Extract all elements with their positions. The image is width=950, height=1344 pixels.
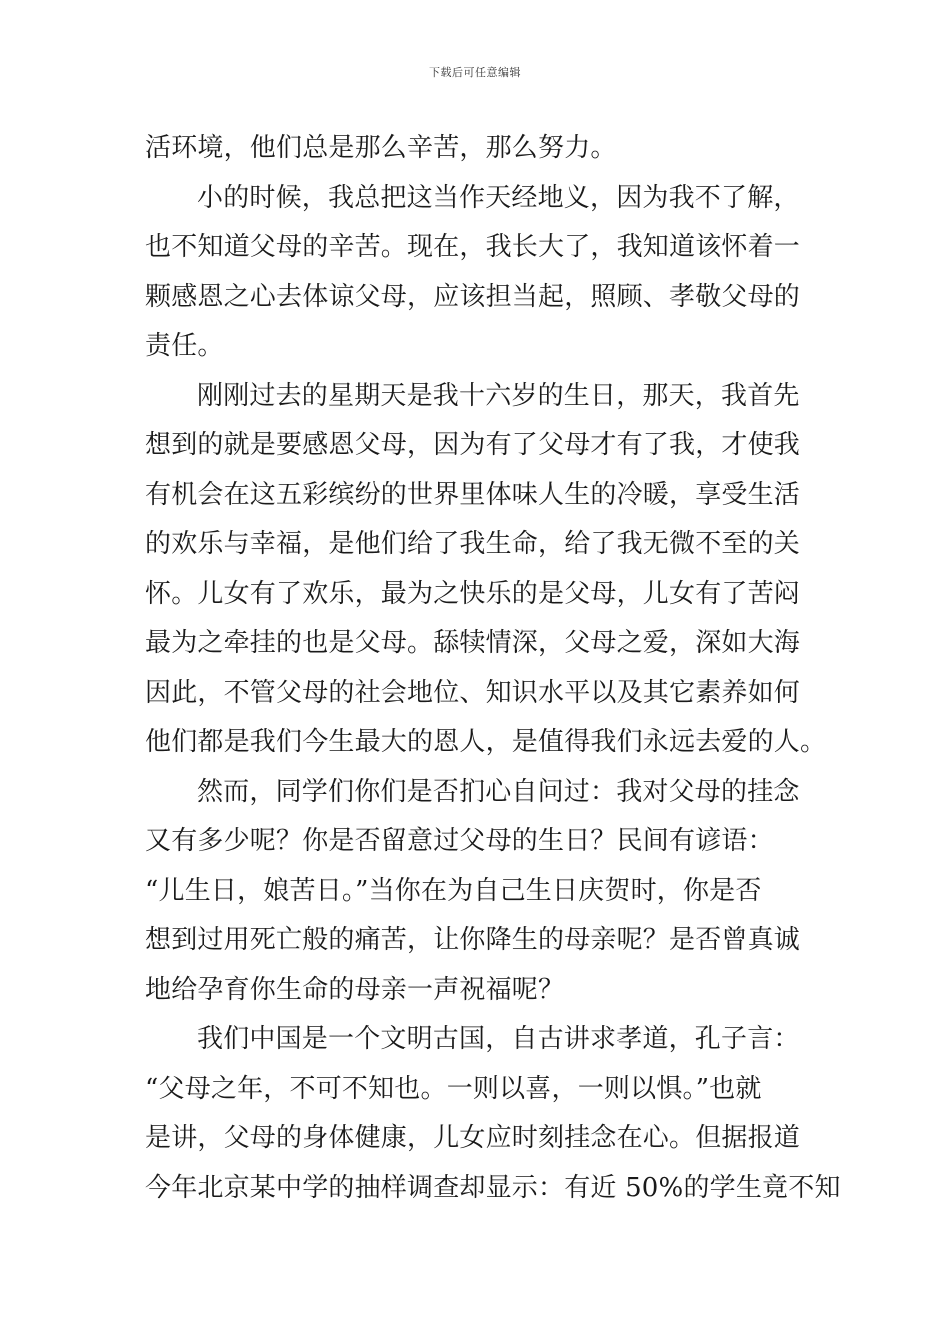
text-line: 也不知道父母的辛苦。现在，我长大了，我知道该怀着一 bbox=[145, 232, 801, 262]
text-line: 颗感恩之心去体谅父母，应该担当起，照顾、孝敬父母的 bbox=[145, 281, 801, 312]
text-line: 责任。 bbox=[145, 331, 224, 361]
text-line: 是讲，父母的身体健康，儿女应时刻挂念在心。但据报道 bbox=[145, 1123, 801, 1153]
text-line: 刚刚过去的星期天是我十六岁的生日，那天，我首先 bbox=[197, 380, 800, 411]
text-line: 想到的就是要感恩父母，因为有了父母才有了我，才使我 bbox=[145, 430, 801, 460]
text-line: 有机会在这五彩缤纷的世界里体味人生的冷暖，享受生活 bbox=[145, 479, 801, 510]
document-body bbox=[145, 124, 841, 1213]
page-header: 下载后可任意编辑 bbox=[429, 66, 521, 79]
text-line: “父母之年，不可不知也。一则以喜，一则以惧。”也就 bbox=[145, 1073, 762, 1104]
text-line: 最为之牵挂的也是父母。舔犊情深，父母之爱，深如大海 bbox=[145, 628, 801, 658]
text-line: “儿生日，娘苦日。”当你在为自己生日庆贺时，你是否 bbox=[145, 875, 762, 906]
text-line: 因此，不管父母的社会地位、知识水平以及其它素养如何 bbox=[145, 677, 801, 708]
text-line: 然而，同学们你们是否扪心自问过：我对父母的挂念 bbox=[197, 776, 800, 807]
text-line: 怀。儿女有了欢乐，最为之快乐的是父母，儿女有了苦闷 bbox=[145, 578, 801, 609]
text-line: 他们都是我们今生最大的恩人，是值得我们永远去爱的人。 bbox=[145, 727, 827, 757]
text-line: 想到过用死亡般的痛苦，让你降生的母亲呢？是否曾真诚 bbox=[145, 925, 801, 955]
text-line: 小的时候，我总把这当作天经地义，因为我不了解， bbox=[197, 182, 800, 213]
text-line: 活环境，他们总是那么辛苦，那么努力。 bbox=[145, 133, 617, 163]
text-line: 的欢乐与幸福，是他们给了我生命，给了我无微不至的关 bbox=[145, 529, 801, 559]
text-line: 今年北京某中学的抽样调查却显示：有近 50%的学生竟不知 bbox=[145, 1172, 841, 1203]
text-line: 我们中国是一个文明古国，自古讲求孝道，孔子言： bbox=[197, 1024, 800, 1054]
text-line: 又有多少呢？你是否留意过父母的生日？民间有谚语： bbox=[145, 826, 774, 856]
text-line: 地给孕育你生命的母亲一声祝福呢？ bbox=[145, 974, 565, 1005]
